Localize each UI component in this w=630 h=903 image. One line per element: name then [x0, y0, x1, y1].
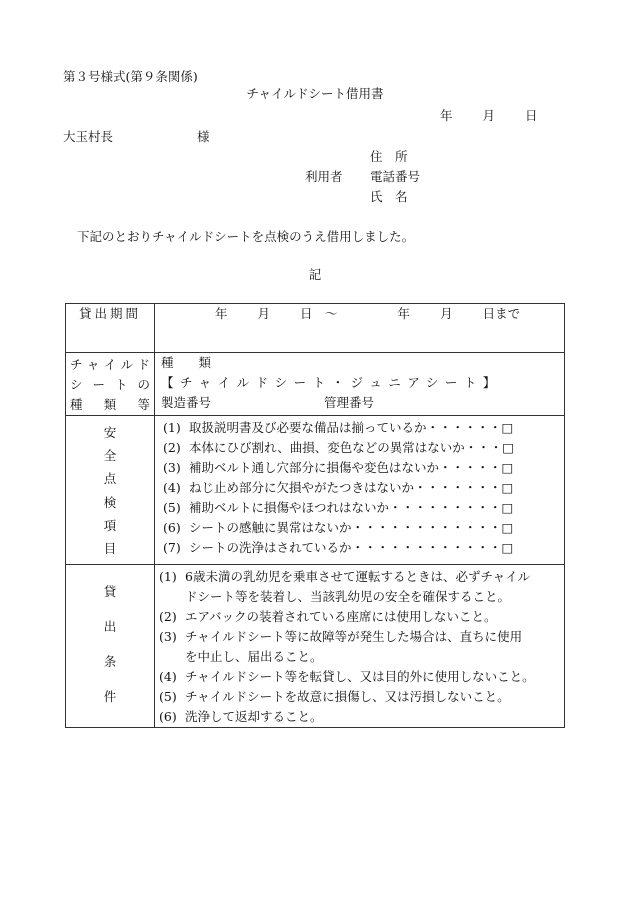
check-item [163, 418, 564, 438]
check-label-char: 安 [103, 424, 117, 440]
condition-text: チャイルドシートを故意に損傷し、又は汚損しないこと。 [185, 689, 510, 704]
type-label-line-1 [66, 355, 154, 375]
check-item-number: (3) [163, 460, 181, 475]
honorific: 様 [197, 129, 210, 144]
document-title: チャイルドシート借用書 [246, 86, 384, 101]
condition-item [159, 567, 564, 587]
check-item-number: (1) [163, 420, 181, 435]
cond-label-char: 件 [103, 688, 117, 704]
check-item-text: シートの感触に異常はないか・・・・・・・・・・・・□ [189, 520, 514, 535]
condition-number: (6) [159, 709, 177, 724]
ki-heading: 記 [308, 267, 322, 282]
condition-number: (3) [159, 629, 177, 644]
check-item [163, 518, 564, 538]
kind-label: 種 類 [161, 355, 212, 370]
condition-continuation: ドシート等を装着し、当該乳幼児の安全を確保すること。 [185, 589, 511, 604]
check-label-char: 検 [103, 494, 117, 510]
safety-check-items [155, 416, 565, 565]
date-month: 月 [482, 108, 496, 123]
type-label-line-3 [66, 395, 154, 415]
seat-series: 【チャイルドシート・ジュニアシート】 [161, 375, 502, 390]
condition-item [159, 607, 564, 627]
condition-text: エアバックの装着されている座席には使用しないこと。 [185, 609, 497, 624]
check-label-char: 目 [103, 541, 117, 557]
condition-number: (4) [159, 669, 177, 684]
condition-number: (2) [159, 609, 177, 624]
condition-item [159, 627, 564, 647]
date-day: 日 [525, 108, 538, 123]
type-label-char: イ [103, 357, 117, 372]
check-item [163, 498, 564, 518]
check-label-char: 点 [103, 471, 117, 487]
condition-number: (1) [159, 569, 177, 584]
user-phone-label: 電話番号 [370, 169, 421, 184]
condition-text: チャイルドシート等を転貸し、又は目的外に使用しないこと。 [185, 669, 535, 684]
condition-text: チャイルドシート等に故障等が発生した場合は、直ちに使用 [185, 629, 523, 644]
check-item-text: シートの洗浄はされているか・・・・・・・・・・・・□ [189, 540, 514, 555]
check-item [163, 438, 564, 458]
loan-conditions-label [66, 565, 155, 728]
period-day-end: 日まで [482, 306, 521, 321]
number-labels [161, 393, 564, 413]
type-label-char: ャ [86, 357, 100, 372]
check-item-text: ねじ止め部分に欠損やがたつきはないか・・・・・・・□ [189, 480, 514, 495]
check-label-char: 項 [103, 517, 117, 533]
management-number-label: 管理番号 [324, 395, 375, 410]
type-label-char: ト [114, 377, 128, 392]
form-number: 第３号様式(第９条関係) [63, 69, 198, 84]
type-label-char: チ [70, 357, 83, 372]
check-item [163, 538, 564, 558]
cond-label-char: 貸 [103, 583, 117, 599]
type-label-char: ー [92, 377, 105, 392]
cond-label-char: 条 [103, 653, 117, 669]
period-row [66, 304, 565, 353]
condition-text: 6歳未満の乳幼児を乗車させて運転するときは、必ずチャイル [185, 569, 531, 584]
period-label: 貸出期間 [66, 304, 155, 353]
period-year-end: 年 [397, 306, 411, 321]
condition-item [159, 667, 564, 687]
date-line [440, 106, 538, 124]
check-item [163, 458, 564, 478]
check-item-number: (7) [163, 540, 181, 555]
check-item [163, 478, 564, 498]
type-label-char: シ [70, 377, 83, 392]
condition-continuation: を中止し、届出ること。 [185, 649, 323, 664]
check-item-text: 補助ベルトに損傷やほつれはないか・・・・・・・・・□ [189, 500, 514, 515]
type-label-char: 種 [70, 397, 83, 412]
check-label-char: 全 [103, 447, 117, 463]
period-year-start: 年 [215, 306, 228, 321]
period-month-start: 月 [257, 306, 271, 321]
type-label-line-2 [66, 375, 154, 395]
condition-item [159, 707, 564, 727]
type-field [155, 353, 565, 416]
loan-form-table [65, 303, 565, 728]
manufacture-number-label: 製造番号 [161, 395, 212, 410]
period-field [155, 304, 565, 353]
type-row [66, 353, 565, 416]
cond-label-char: 出 [103, 618, 117, 634]
safety-check-label [66, 416, 155, 565]
type-label-char: ル [120, 357, 134, 372]
addressee: 大玉村長 [63, 129, 114, 144]
type-label [66, 353, 155, 416]
check-item-number: (5) [163, 500, 181, 515]
condition-number: (5) [159, 689, 177, 704]
check-item-text: 取扱説明書及び必要な備品は揃っているか・・・・・・□ [189, 420, 514, 435]
check-item-text: 本体にひび割れ、曲損、変色などの異常はないか・・・□ [189, 440, 515, 455]
type-label-char: ド [137, 357, 150, 372]
user-name-label: 氏 名 [370, 189, 408, 204]
check-item-number: (4) [163, 480, 181, 495]
loan-conditions-row [66, 565, 565, 728]
type-label-char: 等 [137, 397, 150, 412]
loan-conditions-items [155, 565, 565, 728]
period-month-end: 月 [440, 306, 453, 321]
user-label: 利用者 [305, 169, 343, 184]
safety-check-row [66, 416, 565, 565]
period-day-start: 日 ～ [300, 306, 338, 321]
type-label-char: 類 [103, 397, 117, 412]
check-item-number: (2) [163, 440, 181, 455]
date-year: 年 [440, 108, 453, 123]
condition-text: 洗浄して返却すること。 [185, 709, 323, 724]
statement: 下記のとおりチャイルドシートを点検のうえ借用しました。 [77, 229, 415, 244]
check-item-number: (6) [163, 520, 181, 535]
condition-item [159, 687, 564, 707]
user-address-label: 住 所 [370, 149, 408, 164]
check-item-text: 補助ベルト通し穴部分に損傷や変色はないか・・・・・□ [189, 460, 514, 475]
type-label-char: の [137, 377, 150, 392]
